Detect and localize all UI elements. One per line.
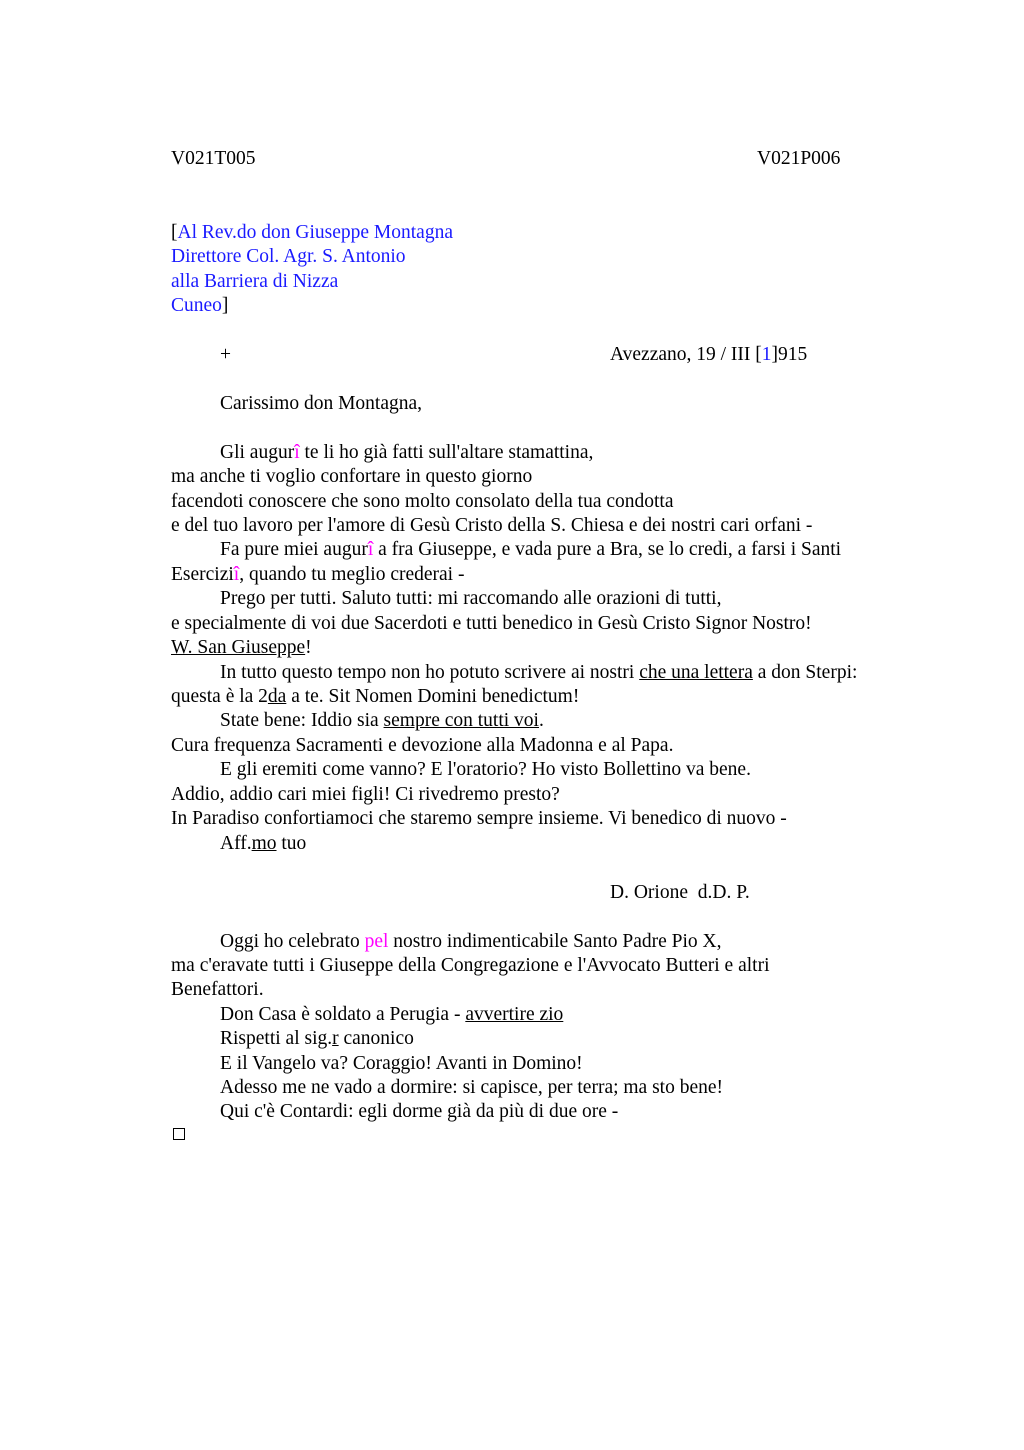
address-city: Cuneo [171,295,222,316]
signature: D. Orione d.D. P. [610,882,750,903]
body-line-8: e specialmente di voi due Sacerdoti e tutti benedico in Gesù Cristo Signor Nostro! [171,613,812,634]
body-line-14: E gli eremiti come vanno? E l'oratorio? Ho visto Bollettino va bene. [220,759,751,780]
address-line-2: Direttore Col. Agr. S. Antonio [171,246,406,267]
address-recipient: Al Rev.do don Giuseppe Montagna [177,222,453,243]
underlined-text: W. San Giuseppe [171,637,306,658]
text-run: a don Sterpi: [752,662,858,683]
text-run: te li ho già fatti sull'altare stamattina, [299,442,594,463]
text-run: Oggi ho celebrato [220,931,365,952]
postscript-line-4 [220,1003,563,1027]
text-run: . [538,710,544,731]
place-date [610,343,807,367]
body-line-10 [220,661,857,685]
salutation: Carissimo don Montagna, [220,393,423,414]
body-line-2: ma anche ti voglio confortare in questo giorno [171,466,533,487]
editorial-mark: î [233,564,240,585]
body-line-1 [220,441,593,465]
postscript-line-3: Benefattori. [171,979,264,1000]
text-run: questa è la 2 [171,686,268,707]
postscript-line-6: E il Vangelo va? Coraggio! Avanti in Domino! [220,1053,583,1074]
text-run: Esercizi [171,564,234,585]
end-square-icon [173,1128,185,1140]
address-line-1 [171,221,453,245]
text-run: tuo [276,833,307,854]
body-line-4: e del tuo lavoro per l'amore di Gesù Cristo della S. Chiesa e dei nostri cari orfani - [171,515,813,536]
editorial-mark: î [367,539,374,560]
editorial-mark: pel [364,931,389,952]
text-run: Fa pure miei augur [220,539,368,560]
postscript-line-7: Adesso me ne vado a dormire: si capisce, per terra; ma sto bene! [220,1077,724,1098]
address-line-3: alla Barriera di Nizza [171,271,339,292]
underlined-text: che una lettera [639,662,753,683]
body-line-15: Addio, addio cari miei figli! Ci rivedremo presto? [171,784,560,805]
place-date-start: Avezzano, 19 / III [ [610,344,762,365]
text-run: a fra Giuseppe, e vada pure a Bra, se lo credi, a farsi i Santi [373,539,842,560]
document-code-left: V021T005 [171,148,256,169]
text-run: Rispetti al sig. [220,1028,333,1049]
text-run: In tutto questo tempo non ho potuto scrivere ai nostri [220,662,640,683]
address-line-4 [171,294,228,318]
body-line-5 [220,538,841,562]
postscript-line-8: Qui c'è Contardi: egli dorme già da più di due ore - [220,1101,619,1122]
text-run: ! [305,637,312,658]
body-line-7: Prego per tutti. Saluto tutti: mi raccomando alle orazioni di tutti, [220,588,722,609]
underlined-text: mo [251,833,277,854]
text-run: Gli augur [220,442,295,463]
underlined-text: sempre con tutti voi [383,710,539,731]
body-line-12 [220,709,544,733]
cross-mark: + [220,344,231,365]
body-line-16: In Paradiso confortiamoci che staremo sempre insieme. Vi benedico di nuovo - [171,808,787,829]
underlined-text: avvertire zio [465,1004,564,1025]
text-run: canonico [338,1028,414,1049]
editorial-mark: î [294,442,300,463]
body-line-9 [171,636,312,660]
body-line-17 [220,832,306,856]
body-line-11 [171,685,579,709]
document-code-right: V021P006 [757,148,841,169]
place-date-end: ]915 [771,344,808,365]
year-correction: 1 [761,344,772,365]
address-open-bracket: [ [171,222,178,243]
postscript-line-1 [220,930,722,954]
text-run: State bene: Iddio sia [220,710,384,731]
body-line-6 [171,563,464,587]
underlined-text: r [332,1028,339,1049]
body-line-13: Cura frequenza Sacramenti e devozione alla Madonna e al Papa. [171,735,674,756]
address-close-bracket: ] [221,295,229,316]
body-line-3: facendoti conoscere che sono molto consolato della tua condotta [171,491,674,512]
postscript-line-5 [220,1027,414,1051]
text-run: a te. Sit Nomen Domini benedictum! [286,686,580,707]
text-run: Aff. [220,833,252,854]
text-run: nostro indimenticabile Santo Padre Pio X, [388,931,722,952]
text-run: Don Casa è soldato a Perugia - [220,1004,466,1025]
text-run: , quando tu meglio crederai - [239,564,465,585]
postscript-line-2: ma c'eravate tutti i Giuseppe della Congregazione e l'Avvocato Butteri e altri [171,955,770,976]
underlined-text: da [267,686,287,707]
